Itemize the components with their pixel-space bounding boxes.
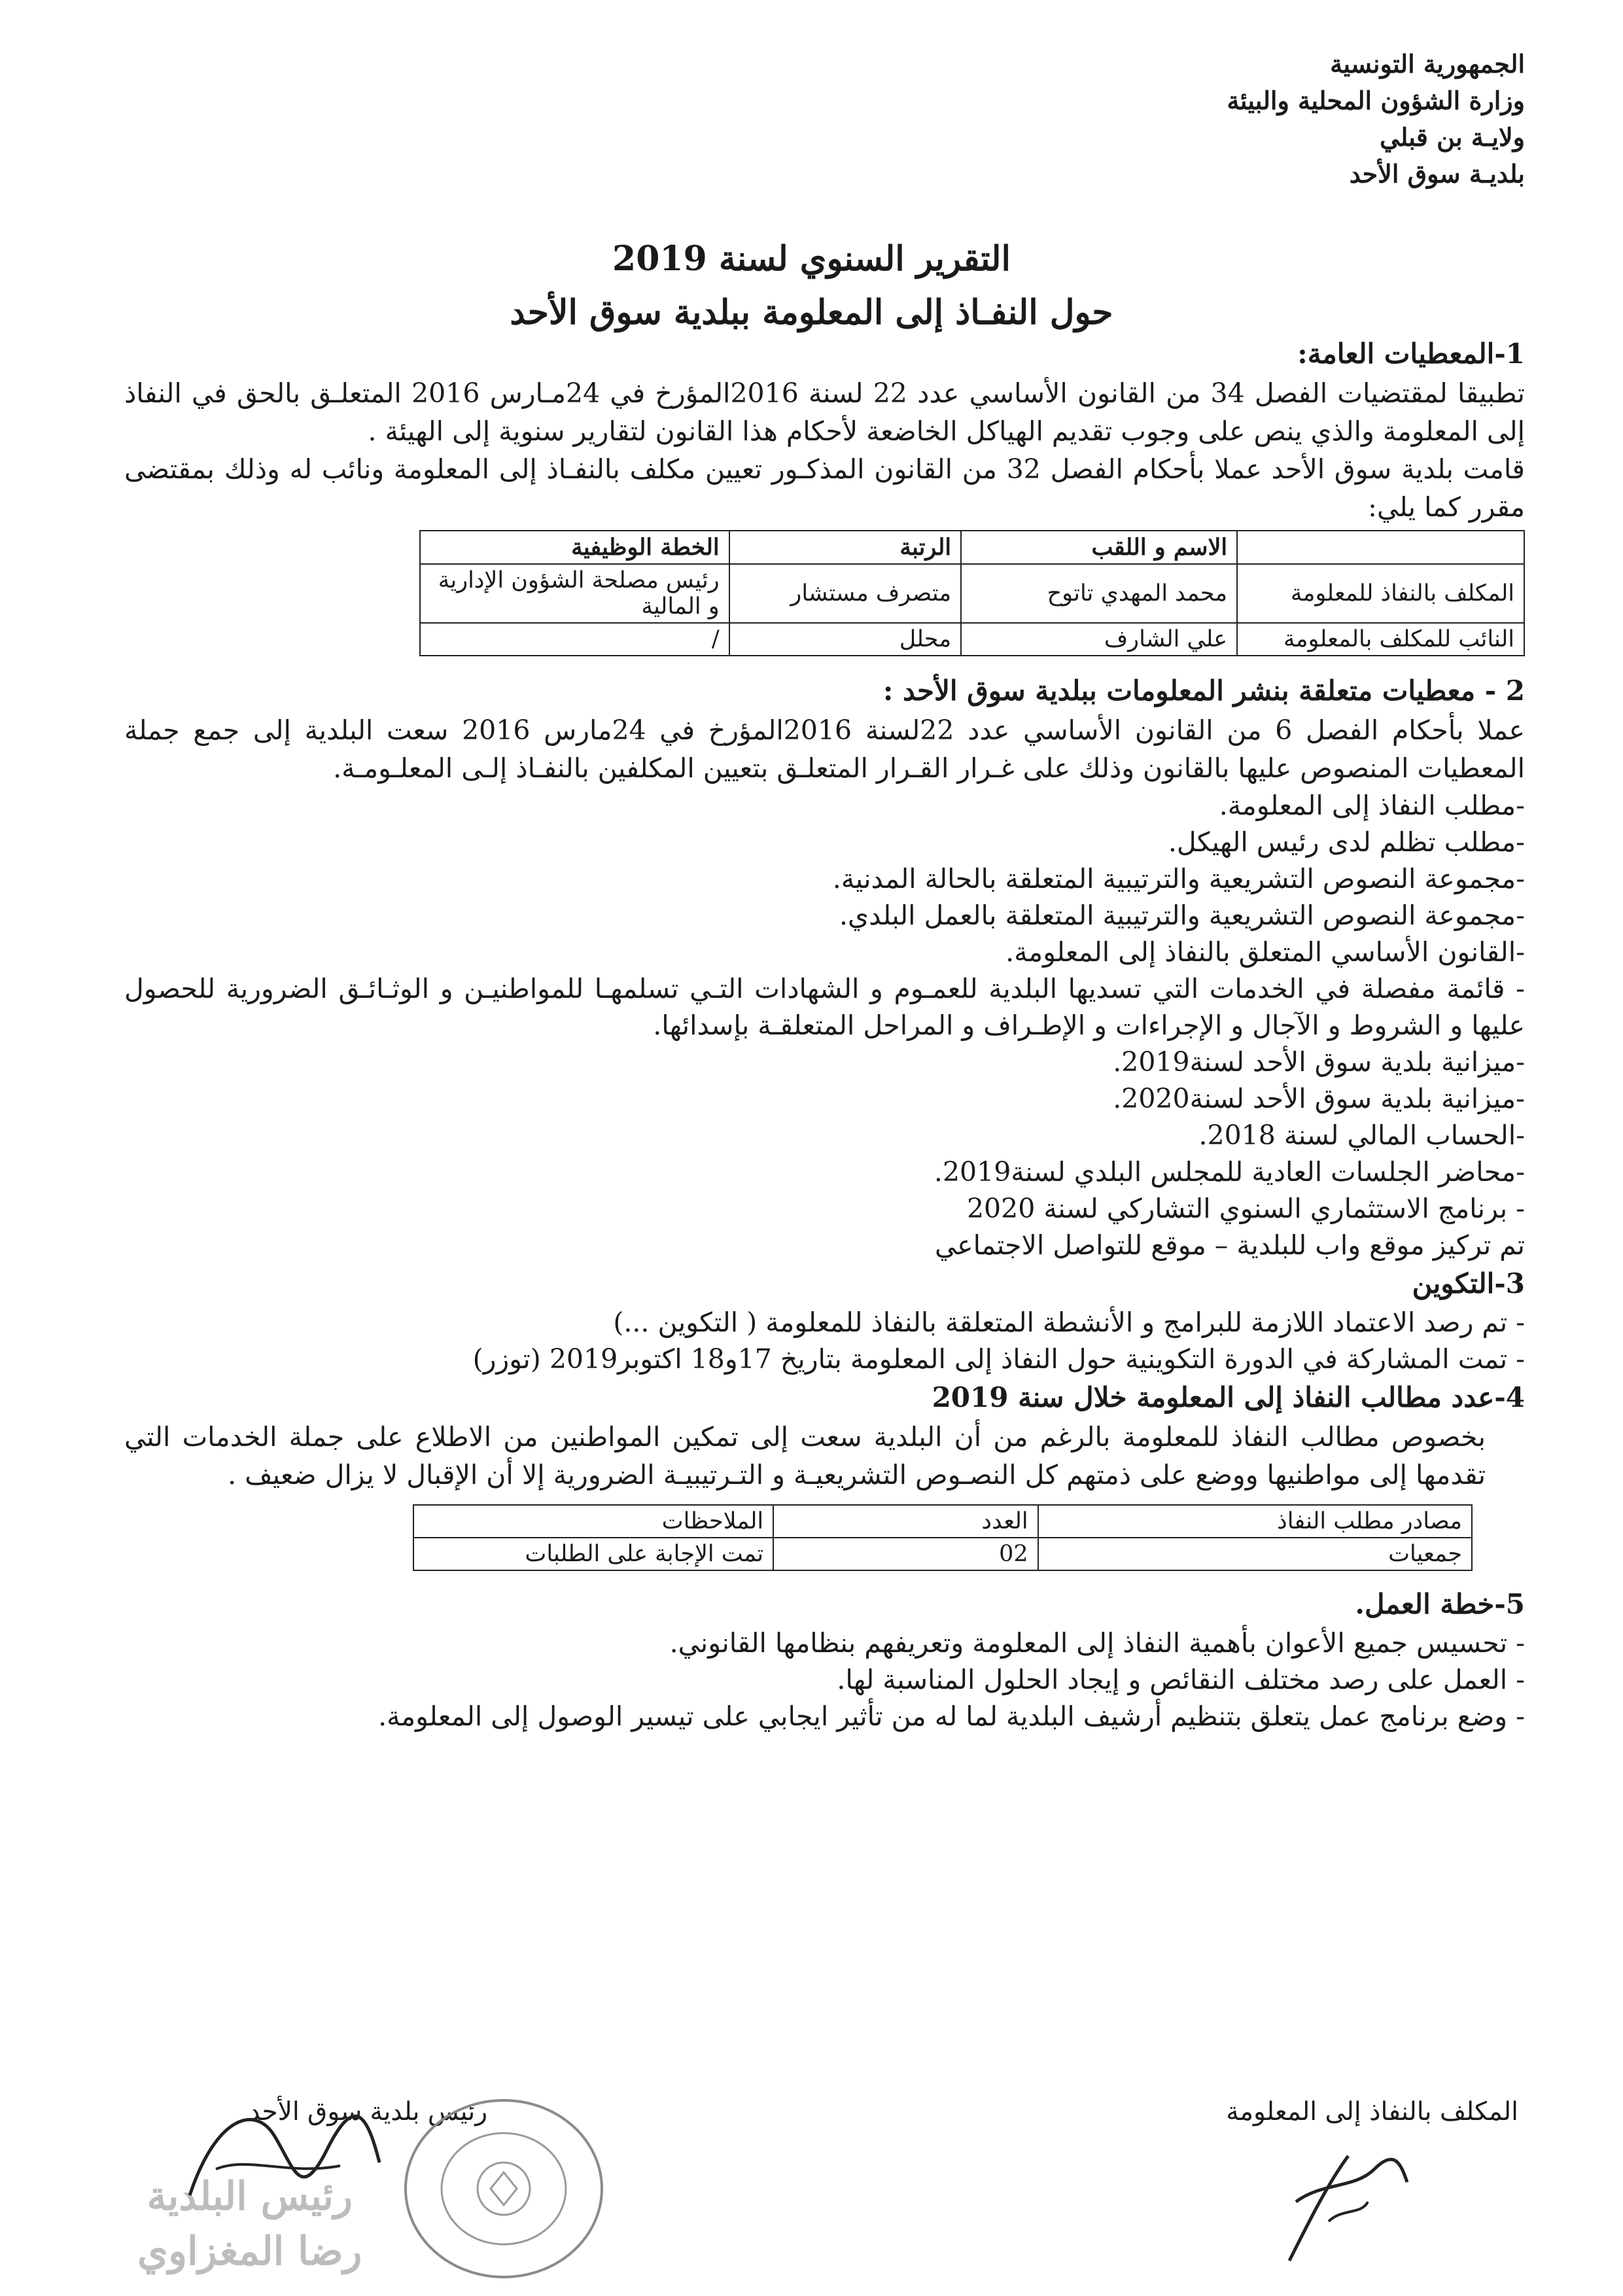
list-item: -مطلب النفاذ إلى المعلومة. bbox=[1219, 790, 1525, 821]
table-cell: محمد المهدي تاتوح bbox=[961, 564, 1237, 623]
title-line-1: التقرير السنوي لسنة 2019 bbox=[612, 239, 1011, 279]
list-item: - تمت المشاركة في الدورة التكوينية حول النفاذ إلى المعلومة بتاريخ 17و18 اكتوبر2019 (توزر) bbox=[472, 1343, 1525, 1375]
list-item: -الحساب المالي لسنة 2018. bbox=[1198, 1120, 1525, 1151]
requests-table bbox=[413, 1504, 1473, 1571]
list-item: -محاضر الجلسات العادية للمجلس البلدي لسنة2019. bbox=[934, 1156, 1525, 1188]
table-cell: النائب للمكلف بالمعلومة bbox=[1237, 623, 1524, 656]
stamp-line-2: رضا المغزاوي bbox=[137, 2229, 362, 2274]
officer-handwritten-signature-icon bbox=[1270, 2143, 1414, 2270]
table-row bbox=[420, 623, 1524, 656]
mayor-handwritten-signature-icon bbox=[177, 2091, 393, 2224]
list-item: -مجموعة النصوص التشريعية والترتيبية المتعلقة بالعمل البلدي. bbox=[839, 900, 1525, 931]
letterhead-line-3: ولايـة بن قبلي bbox=[1380, 122, 1525, 152]
list-item: -ميزانية بلدية سوق الأحد لسنة2019. bbox=[1113, 1046, 1525, 1078]
signature-area bbox=[0, 2091, 1623, 2287]
list-item: - العمل على رصد مختلف النقائص و إيجاد الحلول المناسبة لها. bbox=[837, 1664, 1525, 1695]
table-header-cell: العدد bbox=[773, 1505, 1038, 1538]
document-title bbox=[0, 232, 1623, 340]
letterhead-line-1: الجمهورية التونسية bbox=[1330, 49, 1525, 79]
section-1-paragraph-1: تطبيقا لمقتضيات الفصل 34 من القانون الأساسي عدد 22 لسنة 2016المؤرخ في 24مـارس 2016 المتعلـق بالحق في النفاذ إلى المعلومة والذي ينص على وجوب تقديم الهياكل الخاضعة لأحكام هذا القانون لتقارير سنوية إلى الهيئة . bbox=[124, 378, 1525, 447]
list-item: - وضع برنامج عمل يتعلق بتنظيم أرشيف البلدية لما له من تأثير ايجابي على تيسير الوصول إلى المعلومة. bbox=[378, 1701, 1525, 1732]
officer-signature-label: المكلف بالنفاذ إلى المعلومة bbox=[1226, 2097, 1518, 2127]
section-4-paragraph-1: بخصوص مطالب النفاذ للمعلومة بالرغم من أن البلدية سعت إلى تمكين المواطنين من الاطلاع على جملة الخدمات التي تقدمها إلى مواطنيها ووضع على ذمتهم كل النصـوص التشريعيـة و التـرتيبيـة الضرورية إلا أن الإقبال لا يزال ضعيف . bbox=[124, 1421, 1486, 1491]
title-line-2: حول النفـاذ إلى المعلومة ببلدية سوق الأحد bbox=[510, 292, 1113, 332]
table-header-row bbox=[413, 1505, 1472, 1538]
list-item: - قائمة مفصلة في الخدمات التي تسديها البلدية للعمـوم و الشهادات التـي تسلمهـا للمواطنيـن و الوثـائـق الضرورية للحصول عليها و الشروط و الآجال و الإجراءات و الإطـراف و المراحل المتعلقـة بإسدائها. bbox=[124, 973, 1525, 1041]
document-body bbox=[124, 334, 1525, 1735]
section-2-paragraph-1: عملا بأحكام الفصل 6 من القانون الأساسي عدد 22لسنة 2016المؤرخ في 24مارس 2016 سعت البلدية إلى جمع جملة المعطيات المنصوص عليها بالقانون وذلك على غـرار القـرار المتعلـق بتعيين المكلفين بالنفـاذ إلـى المعلـومـة. bbox=[124, 715, 1526, 784]
table-header-cell bbox=[1237, 531, 1524, 564]
list-item: -مجموعة النصوص التشريعية والترتيبية المتعلقة بالحالة المدنية. bbox=[832, 863, 1525, 894]
table-header-cell: الملاحظات bbox=[413, 1505, 773, 1538]
table-header-cell: مصادر مطلب النفاذ bbox=[1038, 1505, 1472, 1538]
letterhead-line-4: بلديـة سوق الأحد bbox=[1349, 159, 1525, 188]
mayor-signature-label: رئيس بلدية سوق الأحد bbox=[249, 2097, 488, 2127]
table-cell: محلل bbox=[729, 623, 961, 656]
list-item: -ميزانية بلدية سوق الأحد لسنة2020. bbox=[1113, 1083, 1525, 1114]
table-cell: علي الشارف bbox=[961, 623, 1237, 656]
table-header-cell: الخطة الوظيفية bbox=[420, 531, 729, 564]
section-5-list bbox=[124, 1625, 1525, 1735]
table-row bbox=[413, 1538, 1472, 1570]
list-item: - برنامج الاستثماري السنوي التشاركي لسنة 2020 bbox=[966, 1193, 1525, 1224]
round-stamp-icon bbox=[393, 2091, 615, 2289]
table-cell: 02 bbox=[773, 1538, 1038, 1570]
letterhead-line-2: وزارة الشؤون المحلية والبيئة bbox=[1227, 86, 1525, 115]
table-header-cell: الاسم و اللقب bbox=[961, 531, 1237, 564]
section-1-paragraph-2: قامت بلدية سوق الأحد عملا بأحكام الفصل 32 من القانون المذكـور تعيين مكلف بالنفـاذ إلى المعلومة ونائب له وذلك بمقتضى مقرر كما يلي: bbox=[124, 453, 1525, 523]
list-item: تم تركيز موقع واب للبلدية – موقع للتواصل الاجتماعي bbox=[934, 1229, 1525, 1261]
list-item: - تم رصد الاعتماد اللازمة للبرامج و الأنشطة المتعلقة بالنفاذ للمعلومة ( التكوين ...) bbox=[613, 1307, 1525, 1338]
list-item: - تحسيس جميع الأعوان بأهمية النفاذ إلى المعلومة وتعريفهم بنظامها القانوني. bbox=[669, 1627, 1525, 1659]
table-cell: رئيس مصلحة الشؤون الإدارية و المالية bbox=[420, 564, 729, 623]
officers-table bbox=[419, 530, 1525, 656]
table-cell: متصرف مستشار bbox=[729, 564, 961, 623]
section-5-title: 5-خطة العمل. bbox=[1355, 1588, 1525, 1620]
stamp-line-1: رئيس البلدية bbox=[147, 2174, 353, 2219]
list-item: -القانون الأساسي المتعلق بالنفاذ إلى المعلومة. bbox=[1005, 936, 1525, 968]
section-1-title: 1-المعطيات العامة: bbox=[1297, 338, 1525, 370]
table-cell: تمت الإجابة على الطلبات bbox=[413, 1538, 773, 1570]
section-4-title: 4-عدد مطالب النفاذ إلى المعلومة خلال سنة 2019 bbox=[932, 1381, 1525, 1413]
table-row bbox=[420, 564, 1524, 623]
section-3-title: 3-التكوين bbox=[1412, 1267, 1525, 1299]
list-item: -مطلب تظلم لدى رئيس الهيكل. bbox=[1168, 826, 1525, 858]
table-cell: جمعيات bbox=[1038, 1538, 1472, 1570]
letterhead bbox=[1227, 46, 1525, 192]
table-header-row bbox=[420, 531, 1524, 564]
section-3-list bbox=[124, 1304, 1525, 1377]
section-2-title: 2 - معطيات متعلقة بنشر المعلومات ببلدية سوق الأحد : bbox=[882, 675, 1525, 707]
table-header-cell: الرتبة bbox=[729, 531, 961, 564]
table-cell: / bbox=[420, 623, 729, 656]
table-cell: المكلف بالنفاذ للمعلومة bbox=[1237, 564, 1524, 623]
section-2-list bbox=[124, 787, 1525, 1263]
